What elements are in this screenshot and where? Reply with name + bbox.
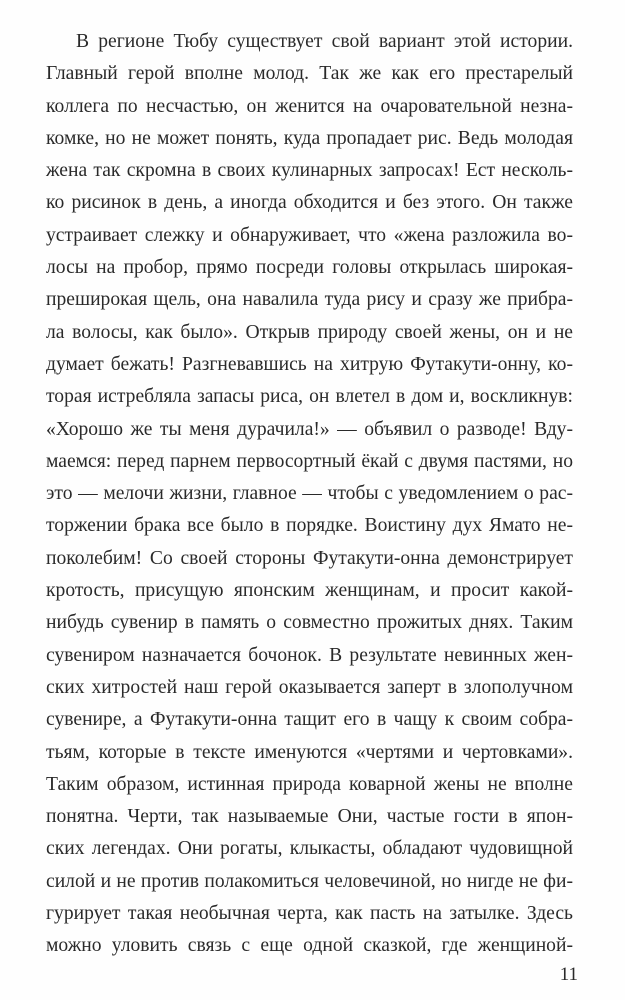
text-line: кротость, присущую японским женщинам, и просит какой-	[46, 580, 573, 602]
text-line: торжении брака все было в порядке. Воистину дух Ямато не-	[46, 515, 573, 537]
text-line: понятна. Черти, так называемые Они, частые гости в япон-	[46, 806, 573, 828]
page-number: 11	[559, 964, 578, 985]
text-line: тьям, которые в тексте именуются «чертями и чертовками».	[46, 741, 573, 763]
text-line: «Хорошо же ты меня дурачила!» — объявил о разводе! Вду-	[46, 418, 573, 440]
text-line: это — мелочи жизни, главное — чтобы с уведомлением о рас-	[46, 483, 573, 505]
text-line: устраивает слежку и обнаруживает, что «жена разложила во-	[46, 224, 573, 246]
text-line: нибудь сувенир в память о совместно прожитых днях. Таким	[46, 612, 573, 634]
text-line: ла волосы, как было». Открыв природу своей жены, он и не	[46, 321, 573, 343]
text-line: лосы на пробор, прямо посреди головы открылась широкая-	[46, 257, 573, 279]
text-line: гурирует такая необычная черта, как пасть на затылке. Здесь	[46, 903, 573, 925]
text-line: коллега по несчастью, он женится на очаровательной незна-	[46, 95, 573, 117]
text-line: жена так скромна в своих кулинарных запросах! Ест несколь-	[46, 160, 573, 182]
text-line: поколебим! Со своей стороны Футакути-онна демонстрирует	[46, 547, 573, 569]
text-line: комке, но не может понять, куда пропадает рис. Ведь молодая	[46, 127, 573, 149]
text-line: думает бежать! Разгневавшись на хитрую Футакути-онну, ко-	[46, 353, 573, 375]
text-line: В регионе Тюбу существует свой вариант этой истории.	[76, 31, 573, 52]
text-line: Таким образом, истинная природа коварной жены не вполне	[46, 773, 573, 795]
text-line: силой и не против полакомиться человечиной, но нигде не фи-	[46, 870, 573, 892]
text-line: преширокая щель, она навалила туда рису и сразу же прибра-	[46, 289, 573, 311]
text-line: маемся: перед парнем первосортный ёкай с двумя пастями, но	[46, 450, 573, 472]
text-line: Главный герой вполне молод. Так же как его престарелый	[46, 63, 573, 85]
text-line: ко рисинок в день, а иногда обходится и без этого. Он также	[46, 192, 573, 214]
body-text	[46, 26, 573, 963]
text-line: ских хитростей наш герой оказывается заперт в злополучном	[46, 676, 573, 698]
text-line: ских легендах. Они рогаты, клыкасты, обладают чудовищной	[46, 838, 573, 860]
text-line: сувениром назначается бочонок. В результате невинных жен-	[46, 644, 573, 666]
text-line: можно уловить связь с еще одной сказкой, где женщиной-	[46, 935, 573, 957]
text-line: сувенире, а Футакути-онна тащит его в чащу к своим собра-	[46, 709, 573, 731]
text-line: торая истребляла запасы риса, он влетел в дом и, воскликнув:	[46, 386, 573, 408]
